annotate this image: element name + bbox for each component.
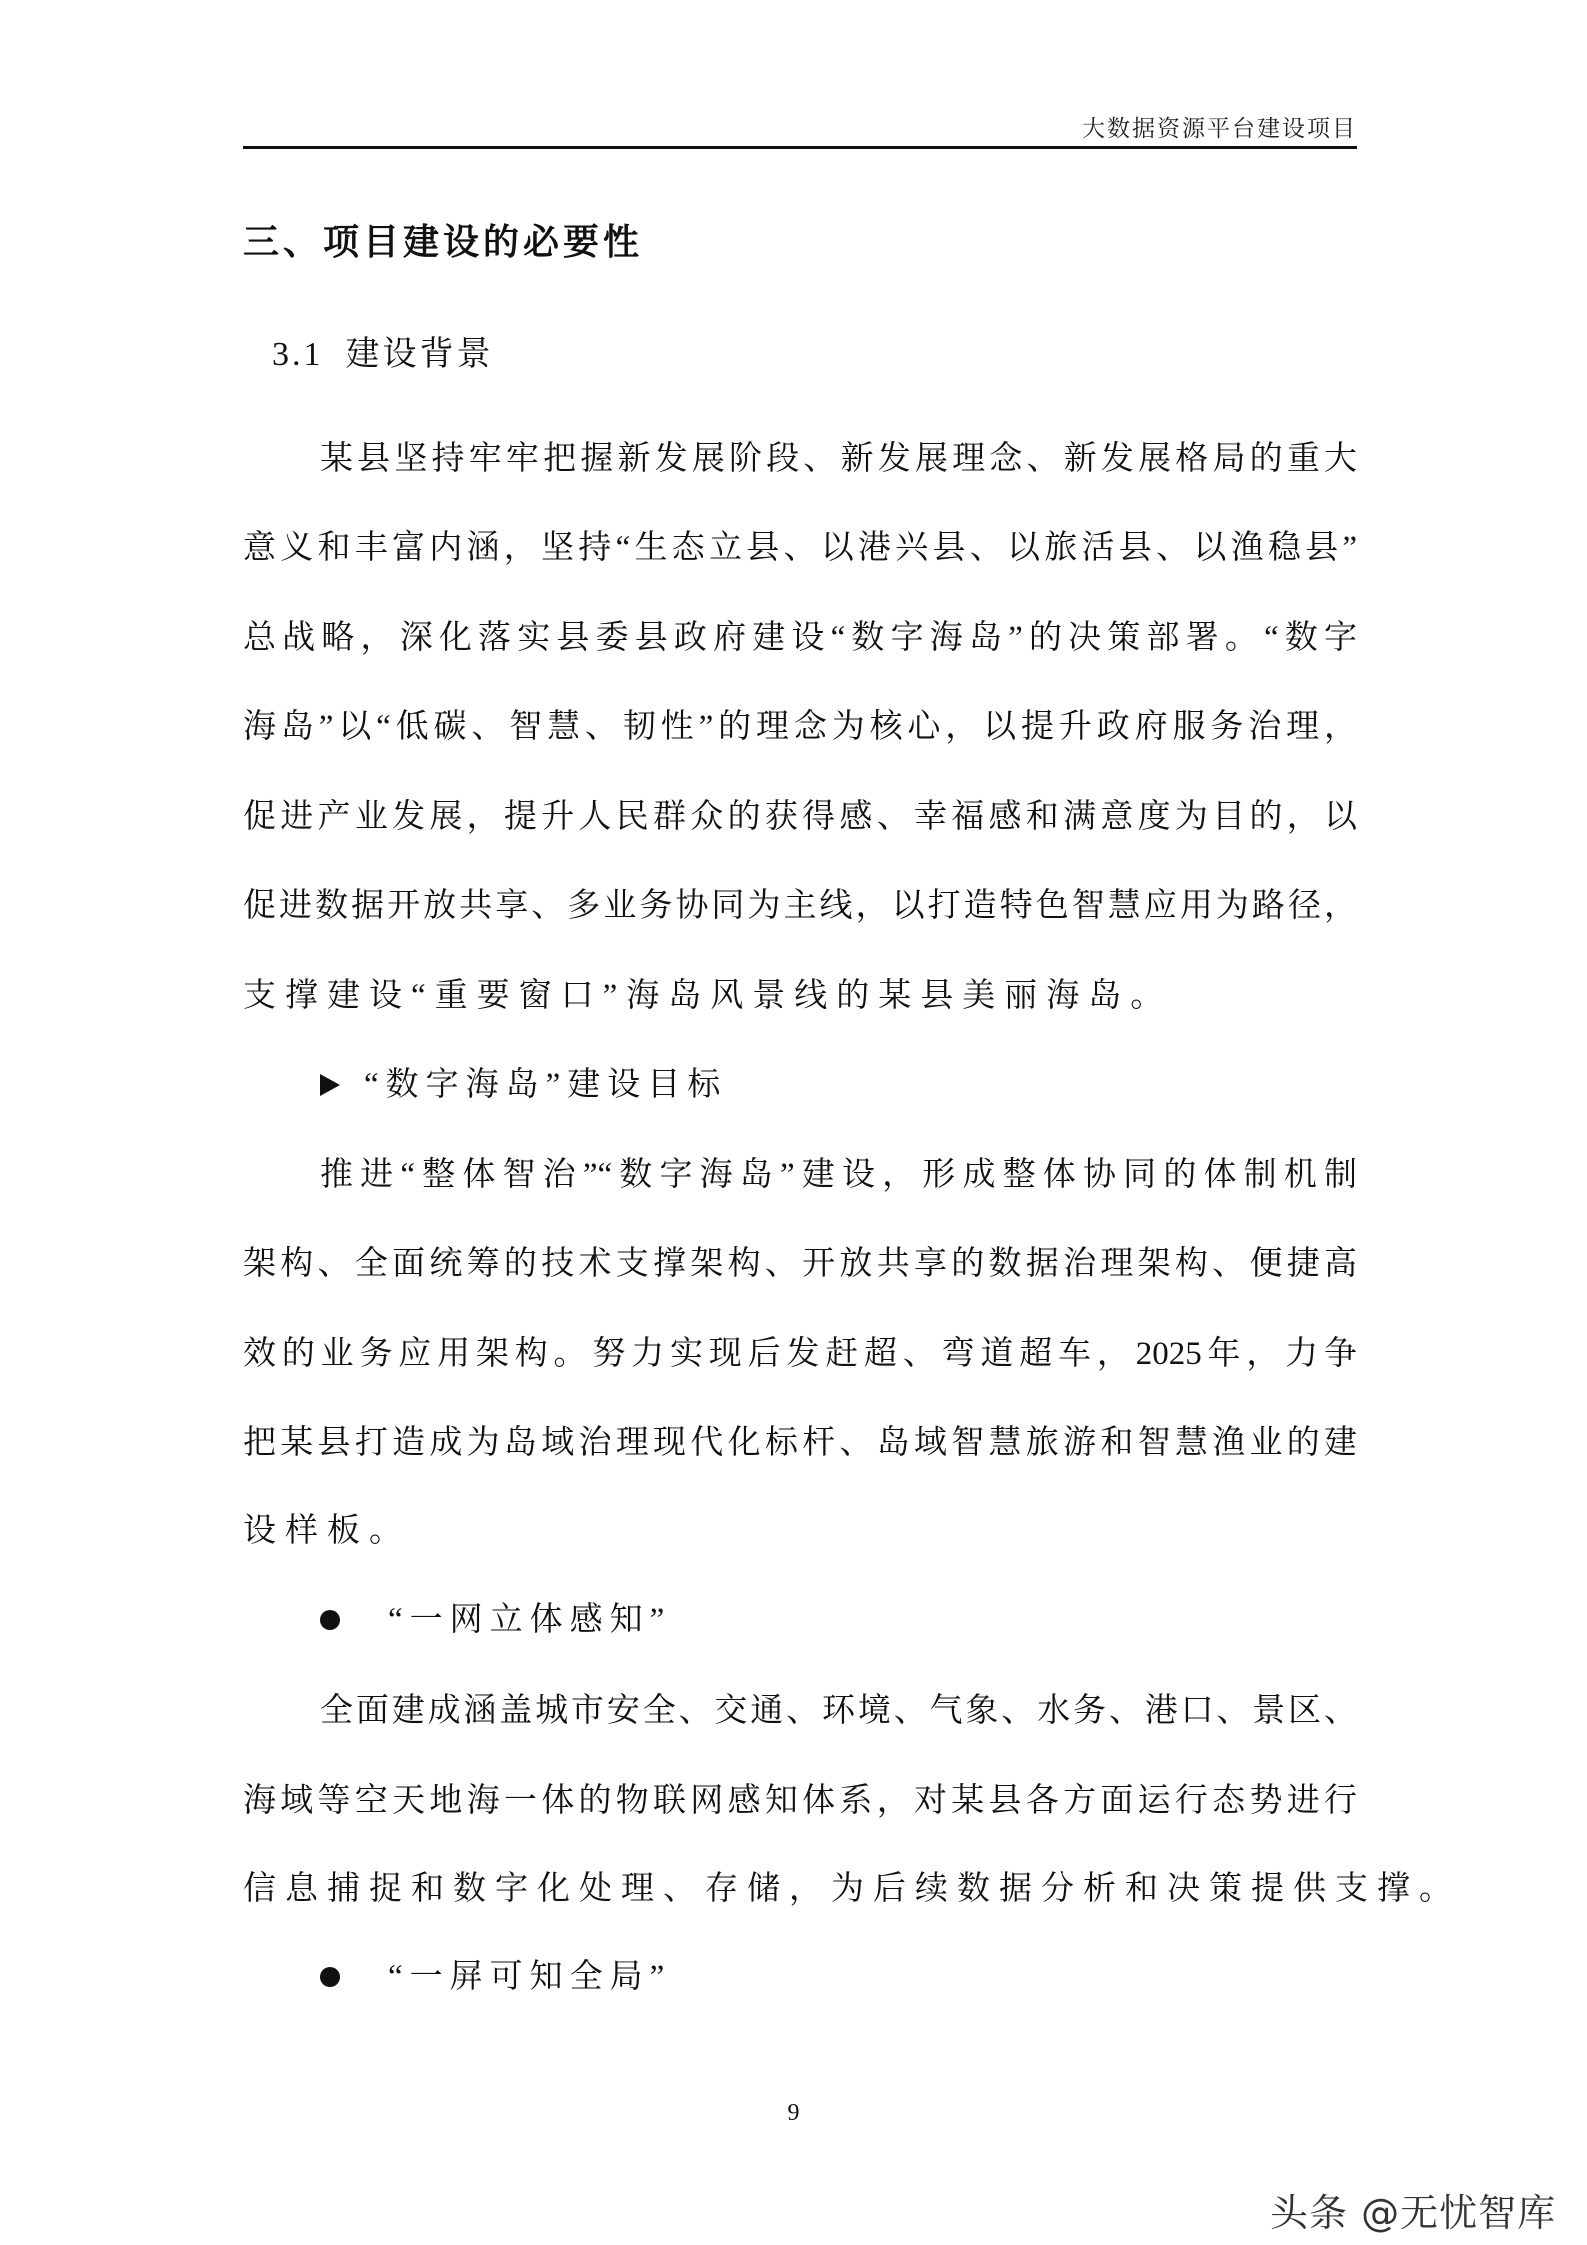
text-line: 支撑建设“重要窗口”海岛风景线的某县美丽海岛。 bbox=[243, 978, 1173, 1014]
text-line: 海域等空天地海一体的物联网感知体系，对某县各方面运行态势进行 bbox=[243, 1783, 1357, 1819]
section-title: 三、项目建设的必要性 bbox=[243, 222, 644, 262]
text-line: 意义和丰富内涵，坚持“生态立县、以港兴县、以旅活县、以渔稳县” bbox=[243, 530, 1357, 566]
bullet-dot-icon bbox=[320, 1610, 340, 1630]
bullet-item bbox=[320, 1597, 671, 1643]
text-line: 信息捕捉和数字化处理、存储，为后续数据分析和决策提供支撑。 bbox=[243, 1871, 1461, 1907]
goal-heading bbox=[320, 1062, 727, 1108]
bullet-item bbox=[320, 1954, 671, 2000]
bullet-text: “一网立体感知” bbox=[388, 1602, 672, 1638]
text-line: 把某县打造成为岛域治理现代化标杆、岛域智慧旅游和智慧渔业的建 bbox=[243, 1425, 1357, 1461]
text-line: 促进产业发展，提升人民群众的获得感、幸福感和满意度为目的，以 bbox=[243, 799, 1357, 835]
subsection-number: 3.1 bbox=[272, 336, 324, 373]
text-line: 海岛”以“低碳、智慧、韧性”的理念为核心，以提升政府服务治理， bbox=[243, 709, 1357, 745]
bullet-dot-icon bbox=[320, 1967, 340, 1987]
watermark: 头条 @无忧智库 bbox=[1270, 2191, 1557, 2235]
page-number: 9 bbox=[787, 2100, 800, 2126]
text-line: 设样板。 bbox=[243, 1513, 411, 1549]
text-line: 推进“整体智治”“数字海岛”建设，形成整体协同的体制机制 bbox=[320, 1157, 1357, 1193]
subsection-heading bbox=[272, 326, 494, 375]
goal-heading-text: “数字海岛”建设目标 bbox=[364, 1067, 728, 1103]
arrow-bullet-icon bbox=[320, 1074, 340, 1096]
header-divider bbox=[243, 146, 1357, 149]
text-line: 某县坚持牢牢把握新发展阶段、新发展理念、新发展格局的重大 bbox=[320, 441, 1357, 477]
text-line: 架构、全面统筹的技术支撑架构、开放共享的数据治理架构、便捷高 bbox=[243, 1246, 1357, 1282]
subsection-title: 建设背景 bbox=[345, 336, 494, 373]
text-line: 总战略，深化落实县委县政府建设“数字海岛”的决策部署。“数字 bbox=[243, 620, 1357, 656]
bullet-text: “一屏可知全局” bbox=[388, 1959, 672, 1995]
text-line: 效的业务应用架构。努力实现后发赶超、弯道超车，2025年，力争 bbox=[243, 1336, 1357, 1372]
text-line: 促进数据开放共享、多业务协同为主线，以打造特色智慧应用为路径， bbox=[243, 888, 1357, 924]
text-line: 全面建成涵盖城市安全、交通、环境、气象、水务、港口、景区、 bbox=[320, 1693, 1357, 1729]
running-header: 大数据资源平台建设项目 bbox=[1082, 116, 1357, 141]
